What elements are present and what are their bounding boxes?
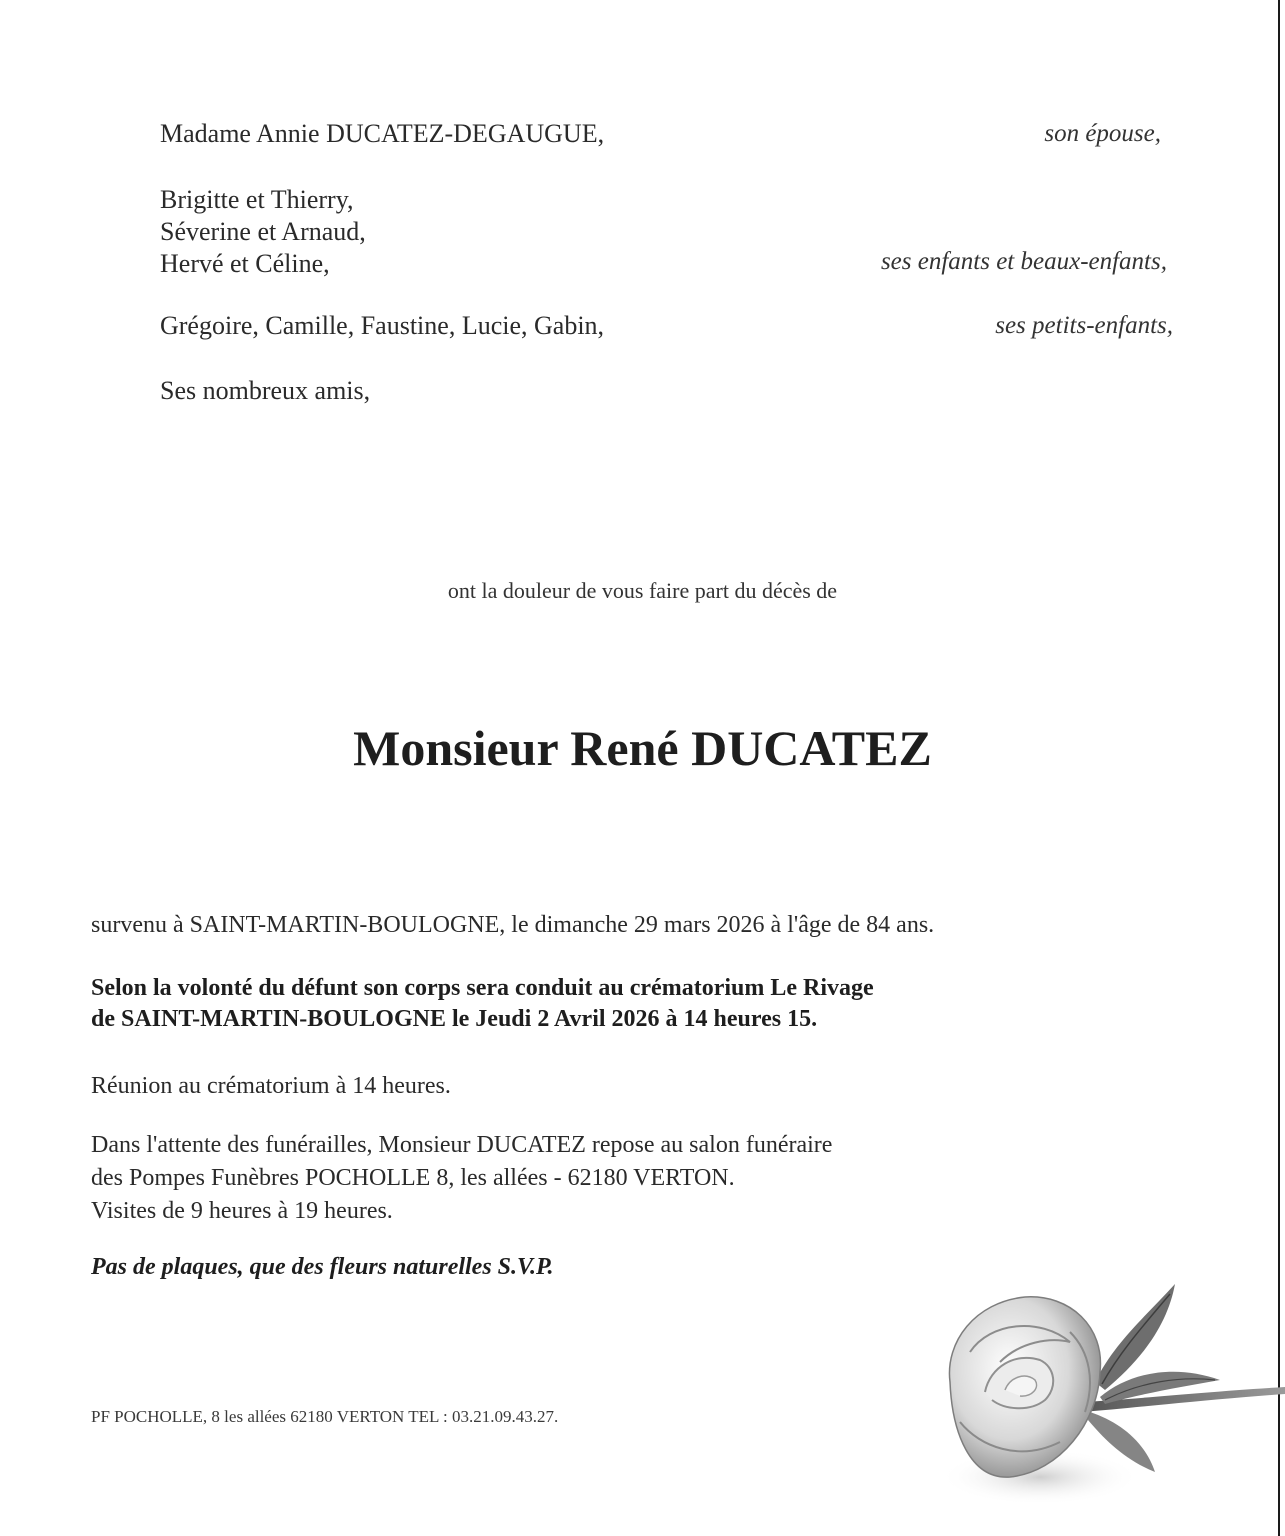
family-friends: Ses nombreux amis, xyxy=(160,376,371,405)
rose-icon xyxy=(930,1272,1285,1512)
funeral-home-contact: PF POCHOLLE, 8 les allées 62180 VERTON TEL : 03.21.09.43.27. xyxy=(91,1407,559,1426)
relation-children: ses enfants et beaux-enfants, xyxy=(880,248,1167,275)
family-spouse-name: Madame Annie DUCATEZ-DEGAUGUE, xyxy=(160,119,605,148)
viewing-line: Dans l'attente des funérailles, Monsieur DUCATEZ repose au salon funéraire xyxy=(91,1132,833,1158)
family-child-line: Hervé et Céline, xyxy=(160,249,330,278)
ceremony-line: Selon la volonté du défunt son corps sera conduit au crématorium Le Rivage xyxy=(91,975,874,1001)
family-child-line: Séverine et Arnaud, xyxy=(160,217,366,246)
family-children-names xyxy=(160,184,366,280)
relation-grandchildren: ses petits-enfants, xyxy=(995,312,1173,339)
relation-spouse: son épouse, xyxy=(1044,120,1161,147)
announcement-intro: ont la douleur de vous faire part du décès de xyxy=(447,578,838,603)
death-details: survenu à SAINT-MARTIN-BOULOGNE, le dimanche 29 mars 2026 à l'âge de 84 ans. xyxy=(91,912,935,938)
viewing-line: des Pompes Funèbres POCHOLLE 8, les allées - 62180 VERTON. xyxy=(91,1165,735,1191)
deceased-name: Monsieur René DUCATEZ xyxy=(353,720,932,776)
meeting-info: Réunion au crématorium à 14 heures. xyxy=(91,1073,451,1099)
family-grandchildren-names: Grégoire, Camille, Faustine, Lucie, Gabin, xyxy=(160,311,605,340)
flowers-note: Pas de plaques, que des fleurs naturelles S.V.P. xyxy=(91,1254,554,1280)
viewing-line: Visites de 9 heures à 19 heures. xyxy=(91,1198,393,1224)
ceremony-line: de SAINT-MARTIN-BOULOGNE le Jeudi 2 Avril 2026 à 14 heures 15. xyxy=(91,1006,818,1032)
family-child-line: Brigitte et Thierry, xyxy=(160,185,354,214)
